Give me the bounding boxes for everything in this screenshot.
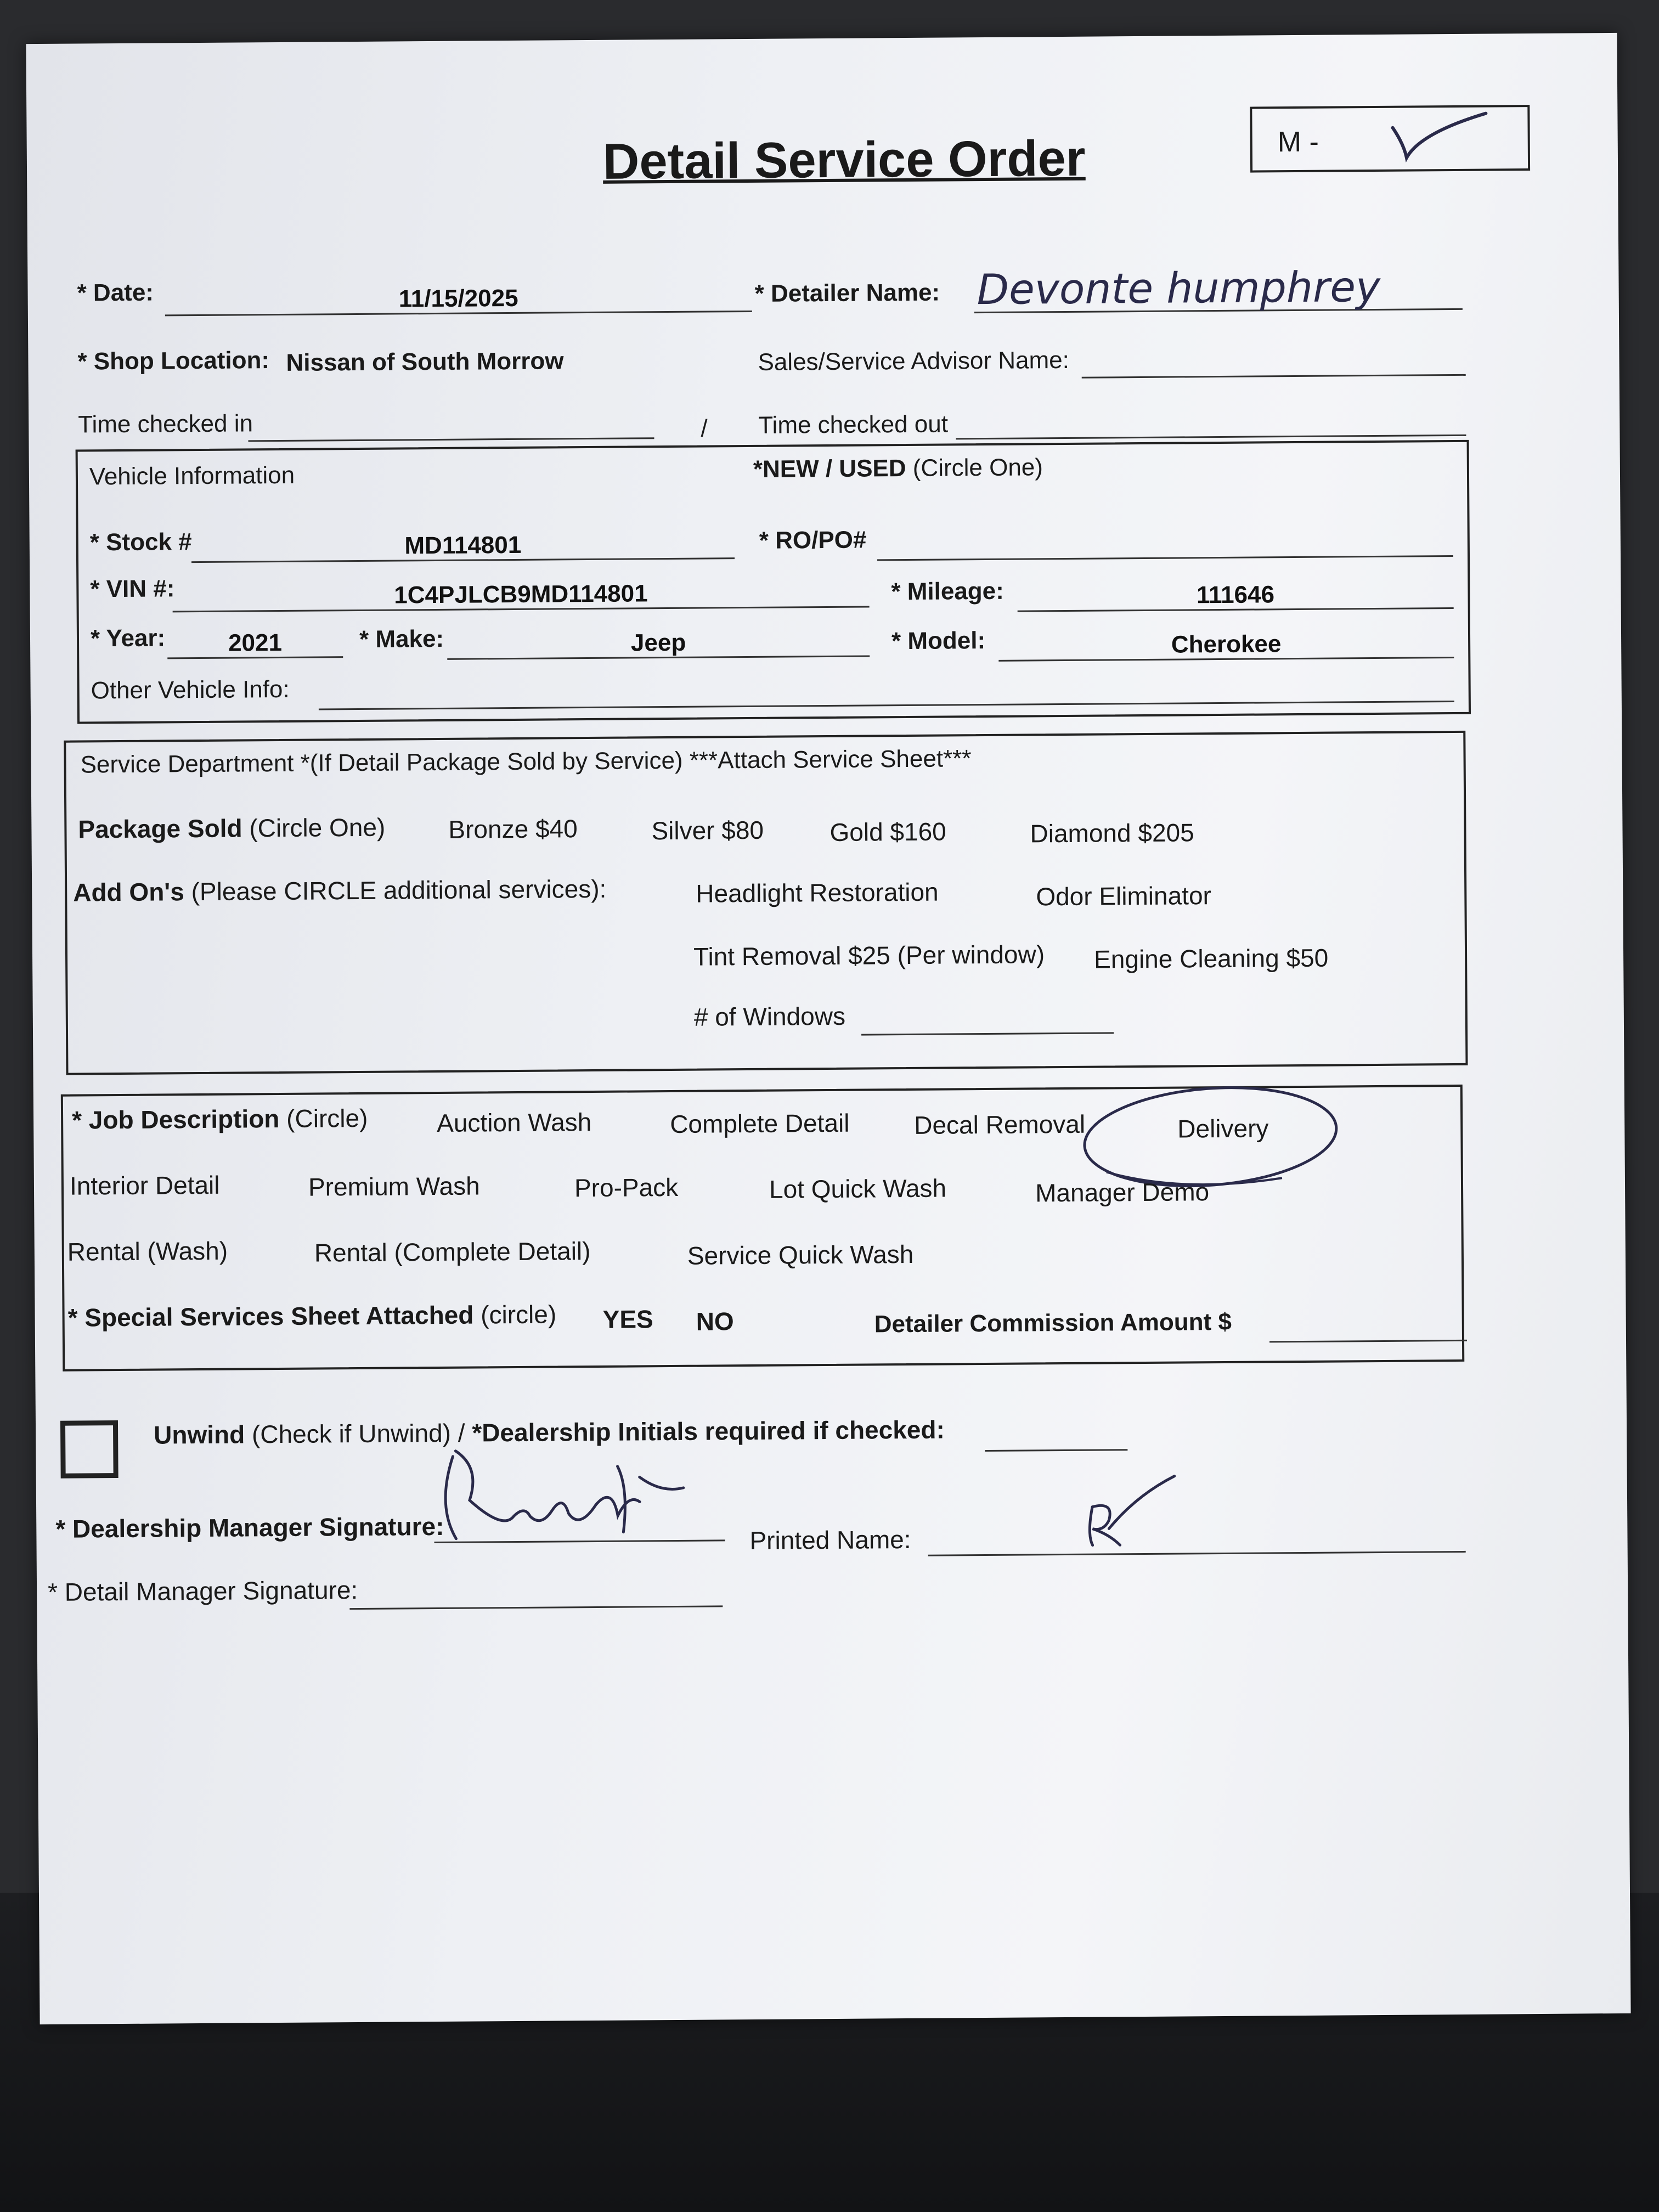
printed-name-line[interactable]: [928, 1551, 1466, 1556]
package-gold[interactable]: Gold $160: [830, 817, 946, 847]
printed-name-label: Printed Name:: [749, 1525, 911, 1555]
make-label: * Make:: [359, 625, 444, 653]
package-silver[interactable]: Silver $80: [651, 815, 764, 845]
commission-amount-label: Detailer Commission Amount $: [874, 1308, 1232, 1338]
unwind-bold: Unwind: [153, 1420, 245, 1449]
vin-value[interactable]: 1C4PJLCB9MD114801: [394, 580, 648, 609]
detailer-name-handwritten[interactable]: Devonte humphrey: [977, 262, 1381, 314]
job-description-bold: * Job Description: [71, 1104, 280, 1135]
new-used-bold: *NEW / USED: [753, 454, 906, 483]
job-rental-complete-detail[interactable]: Rental (Complete Detail): [314, 1237, 591, 1267]
add-ons-rest: (Please CIRCLE additional services):: [184, 874, 607, 906]
advisor-name-label: Sales/Service Advisor Name:: [758, 346, 1070, 376]
job-complete-detail[interactable]: Complete Detail: [670, 1108, 850, 1139]
job-service-quick-wash[interactable]: Service Quick Wash: [687, 1239, 914, 1270]
service-order-sheet: [26, 33, 1630, 2024]
time-in-line[interactable]: [248, 437, 654, 442]
advisor-name-line[interactable]: [1082, 374, 1466, 379]
ro-po-label: * RO/PO#: [759, 526, 867, 554]
windows-count-label: # of Windows: [693, 1001, 846, 1031]
stock-value[interactable]: MD114801: [404, 531, 522, 560]
unwind-rest: (Check if Unwind) /: [245, 1418, 472, 1449]
package-diamond[interactable]: Diamond $205: [1030, 818, 1194, 848]
package-sold-label: [78, 812, 385, 844]
dealership-initials-label: *Dealership Initials required if checked:: [472, 1415, 945, 1447]
new-used-rest: (Circle One): [906, 454, 1043, 482]
job-description-label: [72, 1103, 368, 1135]
vin-label: * VIN #:: [90, 575, 175, 603]
date-label: * Date:: [77, 279, 154, 307]
time-in-label: Time checked in: [78, 410, 253, 438]
job-decal-removal[interactable]: Decal Removal: [914, 1109, 1086, 1139]
job-lot-quick-wash[interactable]: Lot Quick Wash: [769, 1173, 947, 1204]
printed-name-mark: [1070, 1473, 1192, 1551]
dealership-manager-signature-mark: [431, 1432, 717, 1555]
form-title: Detail Service Order: [602, 130, 1086, 190]
addon-headlight-restoration[interactable]: Headlight Restoration: [696, 877, 939, 908]
year-value[interactable]: 2021: [228, 629, 283, 657]
add-ons-bold: Add On's: [73, 877, 185, 907]
addon-odor-eliminator[interactable]: Odor Eliminator: [1036, 881, 1212, 911]
mileage-value[interactable]: 111646: [1196, 581, 1275, 609]
m-box-label: M -: [1277, 126, 1319, 159]
mileage-label: * Mileage:: [891, 577, 1005, 606]
shop-location-label: * Shop Location:: [77, 347, 270, 375]
special-services-rest: (circle): [473, 1300, 557, 1329]
job-auction-wash[interactable]: Auction Wash: [437, 1108, 592, 1137]
job-delivery[interactable]: Delivery: [1177, 1114, 1269, 1143]
service-department-label: Service Department *(If Detail Package Sold by Service) ***Attach Service Sheet***: [80, 745, 972, 778]
checkmark-icon: [1387, 105, 1497, 166]
make-value[interactable]: Jeep: [630, 629, 686, 657]
special-services-bold: * Special Services Sheet Attached: [67, 1300, 474, 1332]
detail-manager-signature-line[interactable]: [349, 1605, 723, 1610]
special-services-label: [67, 1299, 556, 1332]
package-sold-bold: Package Sold: [78, 814, 242, 844]
detailer-name-label: * Detailer Name:: [754, 279, 940, 307]
job-interior-detail[interactable]: Interior Detail: [69, 1170, 220, 1200]
dealership-initials-line[interactable]: [985, 1449, 1127, 1452]
time-separator: /: [701, 415, 708, 442]
model-value[interactable]: Cherokee: [1171, 630, 1282, 658]
package-bronze[interactable]: Bronze $40: [448, 814, 578, 844]
unwind-checkbox[interactable]: [60, 1420, 119, 1479]
other-vehicle-info-label: Other Vehicle Info:: [91, 675, 290, 704]
detail-manager-signature-label: * Detail Manager Signature:: [47, 1576, 358, 1606]
date-value[interactable]: 11/15/2025: [398, 284, 518, 313]
job-rental-wash[interactable]: Rental (Wash): [67, 1236, 228, 1266]
addon-tint-removal[interactable]: Tint Removal $25 (Per window): [693, 940, 1045, 971]
job-premium-wash[interactable]: Premium Wash: [308, 1171, 480, 1201]
time-out-line[interactable]: [956, 435, 1466, 439]
add-ons-label: [73, 874, 607, 907]
new-used-label: [753, 454, 1043, 483]
vehicle-info-label: Vehicle Information: [89, 461, 295, 490]
time-out-label: Time checked out: [758, 410, 949, 439]
model-label: * Model:: [891, 627, 986, 655]
year-label: * Year:: [90, 624, 166, 652]
job-manager-demo[interactable]: Manager Demo: [1035, 1177, 1210, 1207]
job-description-rest: (Circle): [279, 1103, 368, 1133]
stock-label: * Stock #: [89, 528, 192, 556]
special-services-yes[interactable]: YES: [602, 1305, 653, 1334]
job-pro-pack[interactable]: Pro-Pack: [574, 1172, 679, 1203]
dealership-manager-signature-label: * Dealership Manager Signature:: [55, 1511, 444, 1543]
special-services-no[interactable]: NO: [696, 1307, 734, 1336]
addon-engine-cleaning[interactable]: Engine Cleaning $50: [1093, 943, 1329, 974]
shop-location-value[interactable]: Nissan of South Morrow: [286, 347, 564, 376]
package-sold-rest: (Circle One): [242, 812, 386, 843]
